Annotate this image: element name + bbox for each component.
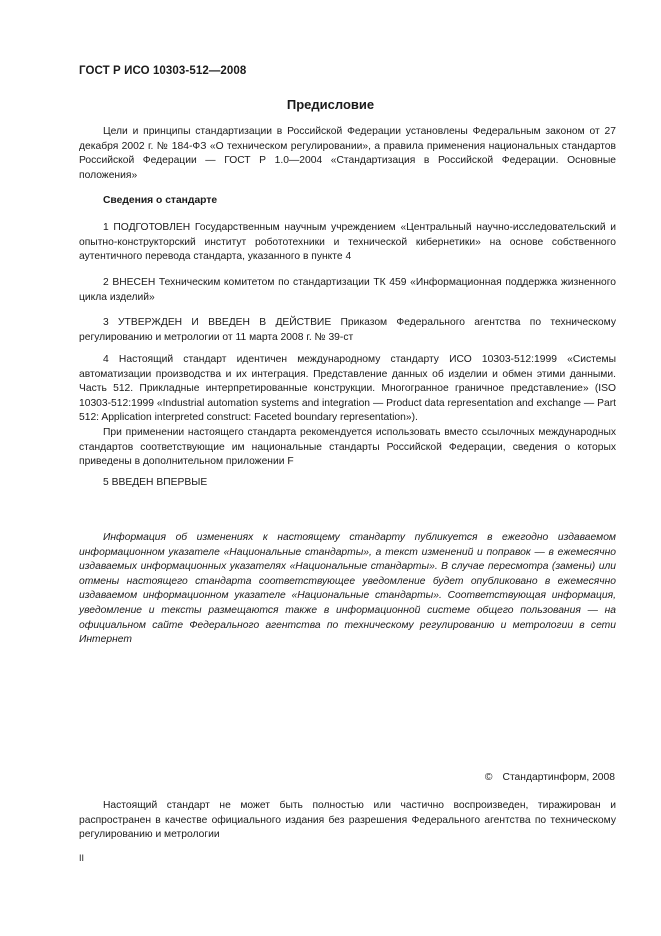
item-1 xyxy=(79,221,616,265)
copyright-text: Стандартинформ, 2008 xyxy=(502,772,615,783)
item-4 xyxy=(79,353,616,470)
item-2-text: 2 ВНЕСЕН Техническим комитетом по стандартизации ТК 459 «Информационная поддержка жизненного цикла изделий» xyxy=(79,277,616,303)
item-4-text: 4 Настоящий стандарт идентичен международному стандарту ИСО 10303-512:1999 «Системы автоматизации производства и их интеграция. Представление данных об изделии и обмен этими данными. Часть 512. Прикладные интерпретированные конструкции. Многогранное граничное представление» (ISO 10303-512:1999 «Industrial automation systems and integration — Product data representation and exchange — Part 512: Application interpreted construct: Faceted boundary representation»). xyxy=(79,354,616,424)
intro-text: Цели и принципы стандартизации в Российской Федерации установлены Федеральным законом от 27 декабря 2002 г. № 184-ФЗ «О техническом регулировании», а правила применения национальных стандартов Российской Федерации — ГОСТ Р 1.0—2004 «Стандартизация в Российской Федерации. Основные положения» xyxy=(79,126,616,181)
item-3-text: 3 УТВЕРЖДЕН И ВВЕДЕН В ДЕЙСТВИЕ Приказом Федерального агентства по техническому регулированию и метрологии от 11 марта 2008 г. № 39-ст xyxy=(79,317,616,343)
page-number: II xyxy=(79,853,85,863)
item-3 xyxy=(79,316,616,345)
reproduction-text: Настоящий стандарт не может быть полностью или частично воспроизведен, тиражирован и распространен в качестве официального издания без разрешения Федерального агентства по техническому регулированию и метрологии xyxy=(79,800,616,841)
notice-paragraph xyxy=(79,531,616,648)
item-1-text: 1 ПОДГОТОВЛЕН Государственным научным учреждением «Центральный научно-исследовательский и опытно-конструкторский институт робототехники и технической кибернетики» на основе собственного аутентичного перевода стандарта, указанного в пункте 4 xyxy=(79,222,616,263)
copyright-symbol: © xyxy=(484,772,493,783)
item-5-text: 5 ВВЕДЕН ВПЕРВЫЕ xyxy=(103,477,208,488)
copyright-line xyxy=(485,772,615,783)
reproduction-notice xyxy=(79,799,616,843)
intro-paragraph xyxy=(79,125,616,183)
item-2 xyxy=(79,276,616,305)
section-subheading: Сведения о стандарте xyxy=(103,195,218,206)
document-code: ГОСТ Р ИСО 10303-512—2008 xyxy=(79,65,247,77)
page-title: Предисловие xyxy=(286,97,375,112)
item-4-note: При применении настоящего стандарта рекомендуется использовать вместо ссылочных международных стандартов соответствующие им национальные стандарты Российской Федерации, сведения о которых приведены в дополнительном приложении F xyxy=(79,426,616,468)
notice-text: Информация об изменениях к настоящему стандарту публикуется в ежегодно издаваемом информационном указателе «Национальные стандарты», а текст изменений и поправок — в ежемесячно издаваемых информационных указателях «Национальные стандарты». В случае пересмотра (замены) или отмены настоящего стандарта соответствующее уведомление будет опубликовано в ежемесячно издаваемом информационном указателе «Национальные стандарты». Соответствующая информация, уведомление и тексты размещаются также в информационной системе общего пользования — на официальном сайте Федерального агентства по техническому регулированию и метрологии в сети Интернет xyxy=(79,532,616,646)
item-5 xyxy=(79,476,616,491)
